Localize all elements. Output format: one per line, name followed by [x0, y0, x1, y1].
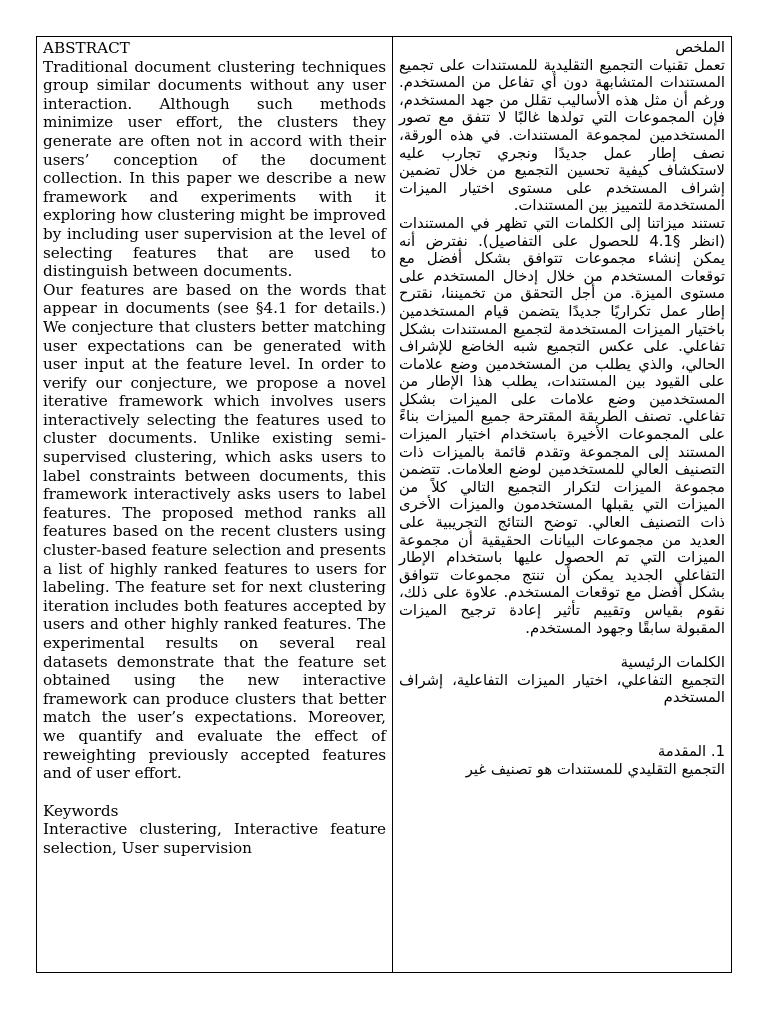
bilingual-table [36, 36, 732, 973]
abstract-paragraph-ar-2: تستند ميزاتنا إلى الكلمات التي تظهر في المستندات (انظر §4.1 للحصول على التفاصيل). نفترض أنه يمكن إنشاء مجموعات تتوافق بشكل أفضل مع توقعات المستخدم من خلال إدخال المستخدم على مستوى الميزة. من أجل التحقق من تخميننا، نقترح إطار عمل تكراريًا جديدًا يتضمن قيام المستخدمين باختيار الميزات المستخدمة لتجميع المستندات بشكل تفاعلي. على عكس التجميع شبه الخاضع للإشراف الحالي، والذي يطلب من المستخدمين وضع علامات على القيود بين المستندات، يطلب هذا الإطار من المستخدمين وضع علامات على الميزات بشكل تفاعلي. تصنف الطريقة المقترحة جميع الميزات بناءً على المجموعات الأخيرة باستخدام اختيار الميزات المستند إلى المجموعة وتقدم قائمة بالميزات ذات التصنيف العالي للمستخدمين لوضع العلامات. تتضمن مجموعة الميزات لتكرار التجميع التالي كلاً من الميزات التي يقبلها المستخدمون والميزات الأخرى ذات التصنيف العالي. توضح النتائج التجريبية على العديد من مجموعات البيانات الحقيقية أن مجموعة الميزات التي تم الحصول عليها باستخدام الإطار التفاعلي الجديد يمكن أن تنتج مجموعات تتوافق بشكل أفضل مع توقعات المستخدم. علاوة على ذلك، نقوم بقياس وتقييم تأثير إعادة ترجيح الميزات المقبولة سابقًا وجهود المستخدم. [399, 214, 725, 637]
abstract-heading-en: ABSTRACT [43, 39, 130, 57]
keywords-text-en: Interactive clustering, Interactive feature selection, User supervision [43, 820, 386, 857]
spacer [399, 707, 725, 743]
abstract-paragraph-en-1: Traditional document clustering techniques group similar documents without any user interaction. Although such methods minimize user effort, the clusters they generate are often not in accord with their users’ conception of the document collection. In this paper we describe a new framework and experiments with it exploring how clustering might be improved by including user supervision at the level of selecting features that are used to distinguish between documents. [43, 57, 386, 281]
intro-text-ar: التجميع التقليدي للمستندات هو تصنيف غير [465, 760, 725, 778]
abstract-paragraph-en-2: Our features are based on the words that appear in documents (see §4.1 for details.) We conjecture that clusters better matching user expectations can be generated with user input at the feature level. In order to verify our conjecture, we propose a novel iterative framework which involves users interactively selecting the features used to cluster documents. Unlike existing semi-supervised clustering, which asks users to label constraints between documents, this framework interactively asks users to label features. The proposed method ranks all features based on the recent clusters using cluster-based feature selection and presents a list of highly ranked features to users for labeling. The feature set for next clustering iteration includes both features accepted by users and other highly ranked features. The experimental results on several real datasets demonstrate that the feature set obtained using the new interactive framework can produce clusters that better match the user’s expectations. Moreover, we quantify and evaluate the effect of reweighting previously accepted features and of user effort. [43, 280, 386, 783]
english-column [37, 37, 393, 972]
arabic-column [393, 37, 731, 972]
keywords-heading-en: Keywords [43, 801, 119, 820]
keywords-text-ar: التجميع التفاعلي، اختيار الميزات التفاعلية، إشراف المستخدم [399, 671, 725, 707]
keywords-heading-ar: الكلمات الرئيسية [620, 654, 725, 672]
spacer [399, 637, 725, 654]
intro-heading-ar: 1. المقدمة [657, 742, 725, 760]
spacer [43, 783, 386, 802]
abstract-paragraph-ar-1: تعمل تقنيات التجميع التقليدية للمستندات على تجميع المستندات المتشابهة دون أي تفاعل من المستخدم. ورغم أن مثل هذه الأساليب تقلل من جهد المستخدم، فإن المجموعات التي تولدها غالبًا لا تتفق مع تصور المستخدمين لمجموعة المستندات. في هذه الورقة، نصف إطار عمل جديدًا ونجري تجارب عليه لاستكشاف كيفية تحسين التجميع من خلال تضمين إشراف المستخدم على مستوى اختيار الميزات المستخدمة للتمييز بين المستندات. [399, 56, 725, 215]
abstract-heading-ar: الملخص [675, 39, 725, 56]
